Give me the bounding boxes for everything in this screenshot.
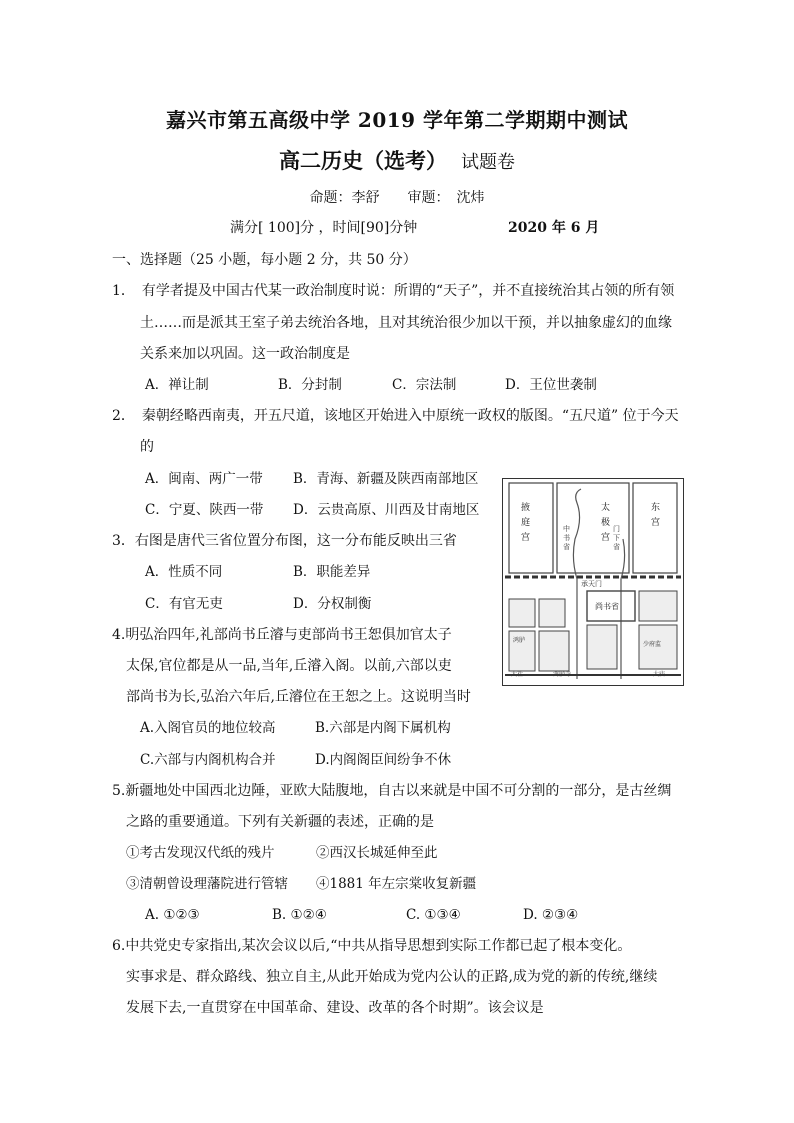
q5-option-d: D. ②③④ <box>523 907 579 923</box>
label-left-palace: 掖庭宫 <box>521 503 531 543</box>
q1-option-c: C．宗法制 <box>392 377 457 393</box>
q5-statement-3: ③清朝曾设理藩院进行管辖 <box>126 876 288 892</box>
exam-date: 2020 年 6 月 <box>508 220 600 236</box>
q4-option-a: A.入阁官员的地位较高 <box>140 720 276 736</box>
q5-line2: 之路的重要通道。下列有关新疆的表述，正确的是 <box>126 814 434 830</box>
path-line-2 <box>621 539 625 679</box>
q2-option-b: B．青海、新疆及陕西南部地区 <box>293 471 479 487</box>
subject: 高二历史（选考） <box>279 148 447 173</box>
q5-statement-4: ④1881 年左宗棠收复新疆 <box>316 876 477 892</box>
score-time-line: 满分[ 100]分 ，时间[90]分钟 <box>230 220 418 236</box>
q1-option-a: A．禅让制 <box>145 377 209 393</box>
block <box>539 631 569 671</box>
q2-line1: 2． 秦朝经略西南夷，开五尺道，该地区开始进入中原统一政权的版图。“五尺道” 位于今天 <box>112 408 679 424</box>
label-bottom-left: 大社 <box>511 671 524 678</box>
label-bottom-right: 太庙 <box>653 671 666 678</box>
label-right-mid: 少府监 <box>643 641 662 648</box>
q4-option-c: C.六部与内阁机构合并 <box>140 752 276 768</box>
q1-option-d: D．王位世袭制 <box>505 377 597 393</box>
q4-line1: 4.明弘治四年,礼部尚书丘濬与吏部尚书王恕俱加官太子 <box>112 627 452 643</box>
q4-option-b: B.六部是内阁下属机构 <box>315 720 451 736</box>
label-zhongshu: 中书省 <box>563 525 570 551</box>
q4-line3: 部尚书为长,弘治六年后,丘濬位在王恕之上。这说明当时 <box>126 689 471 705</box>
q5-option-a: A. ①②③ <box>145 907 200 923</box>
q1-line3: 关系来加以巩固。这一政治制度是 <box>140 346 350 362</box>
exam-title: 嘉兴市第五高级中学 2019 学年第二学期期中测试 <box>165 108 629 132</box>
q2-option-d: D．云贵高原、川西及甘南地区 <box>293 502 480 518</box>
label-center-palace: 太极宫 <box>601 503 611 543</box>
block <box>639 591 677 621</box>
subtitle-suffix: 试题卷 <box>461 152 515 173</box>
q3-option-b: B．职能差异 <box>293 564 371 580</box>
path-line <box>573 489 581 679</box>
q1-line1: 1． 有学者提及中国古代某一政治制度时说：所谓的“天子”，并不直接统治其占领的所有领 <box>112 283 675 299</box>
q5-option-b: B. ①②④ <box>272 907 327 923</box>
label-menxia: 门下省 <box>613 525 620 551</box>
exam-subtitle <box>0 145 794 175</box>
q6-line1: 6.中共党史专家指出,某次会议以后,“中共从指导思想到实际工作都已起了根本变化。 <box>112 938 632 954</box>
q2-option-a: A．闽南、两广一带 <box>145 471 263 487</box>
block <box>539 599 565 627</box>
label-right-palace: 东宫 <box>651 503 661 528</box>
authors-line: 命题：李舒 审题： 沈炜 <box>309 190 485 206</box>
q6-line3: 发展下去,一直贯穿在中国革命、建设、改革的各个时期”。该会议是 <box>126 1000 544 1016</box>
label-shangshu: 尚书省 <box>595 602 619 611</box>
q3-option-a: A．性质不同 <box>145 564 223 580</box>
section-heading: 一、选择题（25 小题，每小题 2 分，共 50 分） <box>112 252 417 268</box>
q3-line1: 3．右图是唐代三省位置分布图，这一分布能反映出三省 <box>112 533 457 549</box>
q5-option-c: C. ①③④ <box>406 907 461 923</box>
q5-statement-1: ①考古发现汉代纸的残片 <box>126 845 275 861</box>
q6-line2: 实事求是、群众路线、独立自主,从此开始成为党内公认的正路,成为党的新的传统,继续 <box>126 969 658 985</box>
q3-option-d: D．分权制衡 <box>293 596 372 612</box>
label-gate: 承天门 <box>581 580 602 588</box>
q3-option-c: C．有官无吏 <box>145 596 223 612</box>
q5-statement-2: ②西汉长城延伸至此 <box>316 845 438 861</box>
q5-line1: 5.新疆地处中国西北边陲，亚欧大陆腹地，自古以来就是中国不可分割的一部分，是古丝绸 <box>112 783 672 799</box>
block <box>509 599 535 627</box>
q2-line2: 的 <box>140 439 154 455</box>
tang-three-departments-map <box>502 478 684 686</box>
label-left-mid: 鸿胪 <box>513 637 526 644</box>
q4-option-d: D.内阁阁臣间纷争不休 <box>315 752 452 768</box>
label-bottom-center: 鸿胪寺 <box>553 671 572 678</box>
block <box>587 625 617 669</box>
q1-option-b: B．分封制 <box>278 377 342 393</box>
q4-line2: 太保,官位都是从一品,当年,丘濬入阁。以前,六部以吏 <box>126 658 452 674</box>
q1-line2: 土……而是派其王室子弟去统治各地，且对其统治很少加以干预，并以抽象虚幻的血缘 <box>140 315 672 331</box>
q2-option-c: C．宁夏、陕西一带 <box>145 502 264 518</box>
